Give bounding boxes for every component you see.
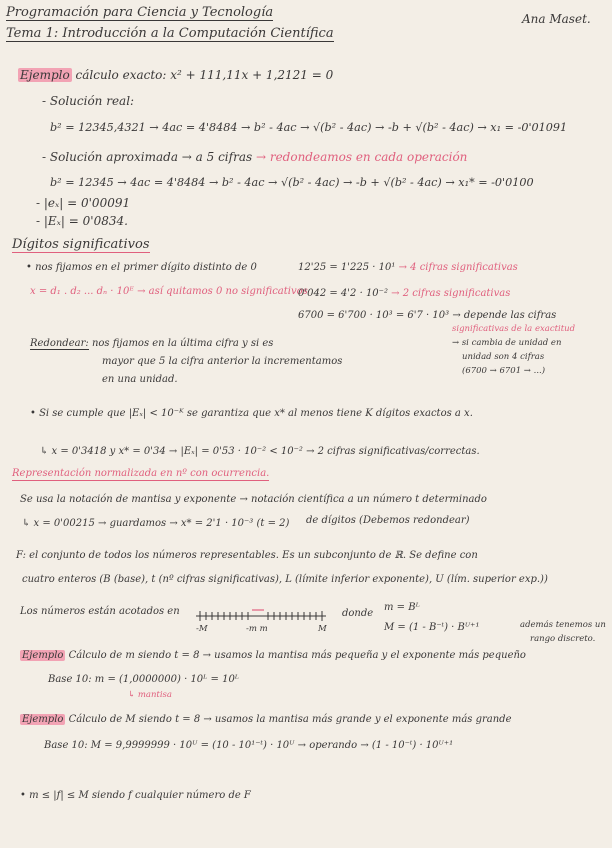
approx-solution-eq: b² = 12345 → 4ac = 4'8484 → b² - 4ac → √(b² - 4ac) → -b + √(b² - 4ac) → x₁* = -0'0100 — [50, 176, 534, 189]
significant-digits-title: Dígitos significativos — [12, 237, 150, 252]
approx-label: - Solución aproximada → a 5 cifras — [42, 150, 253, 164]
normalized-line-3: F: el conjunto de todos los números representables. Es un subconjunto de ℝ. Se define con — [16, 550, 478, 561]
last-bullet: • m ≤ |f| ≤ M siendo f cualquier número de F — [20, 790, 251, 801]
absolute-error: - |eₓ| = 0'00091 — [36, 196, 131, 210]
sig-bullet-2: • Si se cumple que |Eₓ| < 10⁻ᴷ se garantiza que x* al menos tiene K dígitos exactos a x. — [30, 408, 473, 419]
sig-formula-note: → así quitamos 0 no significativos — [137, 286, 308, 297]
sig-example-c-note-1: → depende las cifras — [452, 310, 557, 321]
normalized-line-4: cuatro enteros (B (base), t (nº cifras significativas), L (límite inferior exponente), U (lím. superior exp.)) — [22, 574, 548, 585]
sig-example-c-note-5: (6700 → 6701 → ...) — [462, 366, 546, 376]
axis-label-M: M — [318, 624, 327, 634]
rounding-line-1 — [30, 338, 273, 350]
sig-example-c-note-3: → si cambia de unidad en — [452, 338, 562, 348]
topic-title: Tema 1: Introducción a la Computación Científica — [6, 26, 334, 41]
sig-example-a-eq: 12'25 = 1'225 · 10¹ — [298, 262, 396, 273]
sig-example-a — [298, 262, 518, 274]
normalized-title: Representación normalizada en nº con ocurrencia. — [12, 468, 270, 479]
M-definition: M = (1 - B⁻ᵗ) · Bᵁ⁺¹ — [384, 622, 480, 633]
mantissa-label: ↳ mantisa — [128, 690, 172, 700]
author-name: Ana Maset. — [522, 12, 591, 26]
rounding-line-3: en una unidad. — [102, 374, 178, 385]
sig-example-c — [298, 310, 556, 322]
real-solution-label: - Solución real: — [42, 94, 135, 108]
example-3-eq: Base 10: M = 9,9999999 · 10ᵁ = (10 - 10¹⁻ᵗ) · 10ᵁ → operando → (1 - 10⁻ᵗ) · 10ᵁ⁺¹ — [44, 740, 454, 751]
normalized-line-2b: de dígitos (Debemos redondear) — [306, 515, 470, 526]
normalized-line-1: Se usa la notación de mantisa y exponente → notación científica a un número t determinado — [20, 494, 487, 505]
sig-example-c-note-2: significativas de la exactitud — [452, 324, 576, 334]
example-text: Cálculo de M siendo t = 8 → usamos la mantisa más grande y el exponente más grande — [68, 714, 512, 725]
example-text: cálculo exacto: x² + 111,11x + 1,2121 = 0 — [75, 68, 334, 82]
normalized-line-2a: ↳ x = 0'00215 → guardamos → x* = 2'1 · 10⁻³ (t = 2) — [22, 518, 290, 529]
relative-error: - |Eₓ| = 0'0834. — [36, 214, 128, 228]
m-definition: m = Bᴸ — [384, 602, 420, 613]
sig-formula-eq: x = d₁ . d₂ ... dₙ · 10ᴱ — [30, 286, 134, 297]
axis-label-neg-M: -M — [196, 624, 208, 634]
example-2-line — [20, 650, 526, 662]
example-tag: Ejemplo — [20, 68, 70, 82]
course-title: Programación para Ciencia y Tecnología — [6, 5, 274, 20]
sig-example-c-note-4: unidad son 4 cifras — [462, 352, 545, 362]
sig-example-b-note: → 2 cifras significativas — [391, 288, 511, 299]
approx-note: → redondeamos en cada operación — [255, 150, 468, 164]
example-tag: Ejemplo — [22, 714, 64, 725]
example-tag: Ejemplo — [22, 650, 64, 661]
sig-example-b — [298, 288, 510, 300]
sig-bullet-2-example: ↳ x = 0'3418 y x* = 0'34 → |Eₓ| = 0'53 · 10⁻² < 10⁻² → 2 cifras significativas/correctas. — [40, 446, 480, 457]
sig-example-c-eq: 6700 = 6'700 · 10³ = 6'7 · 10³ — [298, 310, 450, 321]
rounding-label: Redondear: — [30, 338, 89, 349]
bounded-where: donde — [342, 608, 374, 619]
approx-solution-line — [42, 150, 467, 164]
real-solution-eq: b² = 12345,4321 → 4ac = 4'8484 → b² - 4ac → √(b² - 4ac) → -b + √(b² - 4ac) → x₁ = -0'01091 — [50, 121, 568, 134]
example-1-line — [18, 68, 333, 82]
example-text: Cálculo de m siendo t = 8 → usamos la mantisa más pequeña y el exponente más pequeño — [68, 650, 526, 661]
rounding-text-1: nos fijamos en la última cifra y si es — [91, 338, 274, 349]
sig-example-b-eq: 0'042 = 4'2 · 10⁻² — [298, 288, 388, 299]
discrete-range-line-2: rango discreto. — [530, 634, 596, 644]
example-3-line — [20, 714, 512, 726]
rounding-line-2: mayor que 5 la cifra anterior la incrementamos — [102, 356, 343, 367]
sig-example-a-note: → 4 cifras significativas — [398, 262, 518, 273]
sig-bullet-1: • nos fijamos en el primer dígito distinto de 0 — [26, 262, 257, 273]
sig-formula — [30, 286, 308, 298]
axis-label-m: -m m — [246, 624, 268, 634]
example-2-eq: Base 10: m = (1,0000000) · 10ᴸ = 10ᴸ — [48, 674, 239, 685]
bounded-line: Los números están acotados en — [20, 606, 180, 617]
discrete-range-line-1: además tenemos un — [520, 620, 606, 630]
